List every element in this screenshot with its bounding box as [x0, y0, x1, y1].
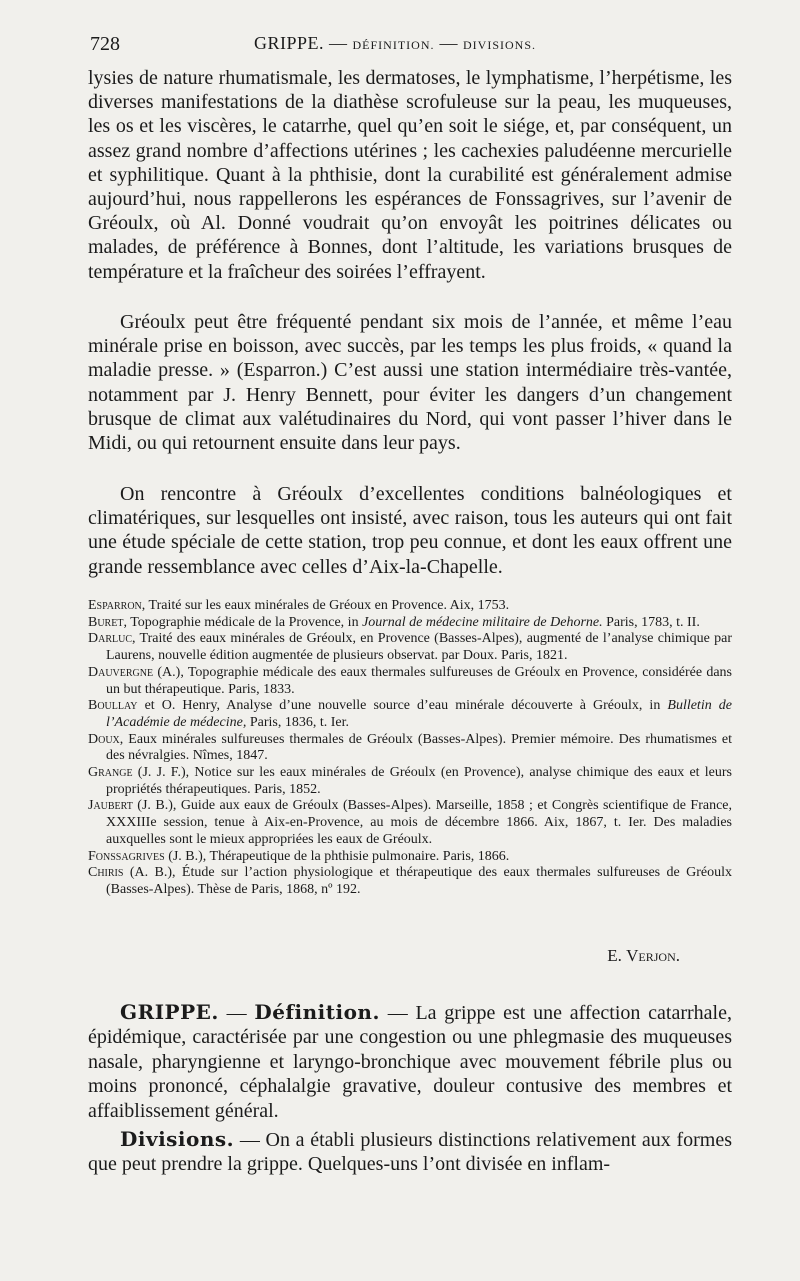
bibliography-entry — [88, 665, 732, 698]
grippe-definition — [88, 1000, 732, 1123]
divisions-text: — On a établi plusieurs distinctions relativement aux formes que peut prendre la grippe. Quelques-uns l’ont divisée en inflam- — [88, 1129, 732, 1176]
bib-author: Esparron — [88, 598, 142, 613]
bibliography-entry — [88, 615, 732, 632]
running-header — [88, 33, 732, 57]
bib-author: Chiris — [88, 865, 124, 881]
divisions-label: Divisions. — [120, 1127, 235, 1152]
definition-text: — La grippe est une affection catarrhale, épidémique, caractérisée par une congestion ou une phlegmasie des muqueuses nasale, pharyngienne et laryngo-bronchique avec mouvement fébrile plus ou moins prononcé, céphalalgie gravative, douleur contusive des membres et affaiblissement général. — [88, 1002, 732, 1122]
signature-initial: E. — [607, 946, 627, 965]
bibliography-entry — [88, 598, 732, 615]
running-title-definition: DÉFINITION. — [352, 38, 435, 52]
bibliography-entry — [88, 698, 732, 731]
bib-text: , Traité des eaux minérales de Gréoulx, en Provence (Basses-Alpes), augmenté de l’analyse chimique par Laurens, nouvelle édition augmentée de plusieurs observat. par Doux. Paris, 1821. — [106, 631, 732, 664]
paragraph-3 — [88, 482, 732, 579]
running-sep-2: — — [434, 33, 464, 53]
bib-text: (J. J. F.), Notice sur les eaux minérales de Gréoulx (en Provence), analyse chimique des eaux et leurs propriétés thérapeutiques. Paris, 1852. — [106, 765, 732, 797]
bib-author: Doux — [88, 731, 120, 747]
running-sep-1: — — [324, 33, 353, 53]
bib-text: (J. B.), Guide aux eaux de Gréoulx (Basses-Alpes). Marseille, 1858 ; et Congrès scientifique de France, XXXIIIe session, tenue à Aix-en-Provence, au mois de décembre 1866. Aix, 1867, t. Ier. Des maladies auxquelles sont le mieux appropriées les eaux de Gréoulx. — [106, 798, 732, 847]
article-heading: GRIPPE. — [120, 1000, 219, 1024]
paragraph-2 — [88, 310, 732, 455]
paragraph-1 — [88, 66, 732, 284]
bibliography-entry — [88, 865, 732, 898]
grippe-section — [88, 1000, 732, 1177]
bib-text: , Traité sur les eaux minérales de Gréoux en Provence. Aix, 1753. — [141, 598, 510, 613]
bibliography-entry — [88, 631, 732, 664]
definition-label: Définition. — [254, 1000, 380, 1024]
bib-text: et O. Henry, Analyse d’une nouvelle source d’eau minérale découverte à Gréoulx, in — [137, 698, 668, 714]
bib-text: (J. B.), Thérapeutique de la phthisie pulmonaire. Paris, 1866. — [164, 848, 510, 864]
bibliography-entry — [88, 798, 732, 848]
bib-text-after: Paris, 1783, t. II. — [602, 614, 700, 630]
bib-text-after: Paris, 1836, t. Ier. — [246, 714, 349, 730]
paragraph-text: Gréoulx peut être fréquenté pendant six mois de l’année, et même l’eau minérale prise en boisson, avec succès, par les temps les plus froids, « quand la maladie presse. » (Esparron.) C’est aussi une station intermédiaire très-vantée, notamment par J. Henry Bennett, pour éviter les dangers d’un changement brusque de climat aux valétudinaires du Nord, qui vont passer l’hiver dans le Midi, ou qui retournent ensuite dans leur pays. — [88, 311, 732, 455]
bibliography-entry — [88, 732, 732, 765]
paragraph-text: lysies de nature rhumatismale, les dermatoses, le lymphatisme, l’herpétisme, les diverses manifestations de la diathèse scrofuleuse sur la peau, les muqueuses, les os et les viscères, le catarrhe, quel qu’en soit le siége, et, par conséquent, un assez grand nombre d’affections utérines ; les cachexies paludéenne mercurielle et syphilitique. Quant à la phthisie, dont la curabilité est généralement admise aujourd’hui, nous rappellerons les espérances de Fonssagrives, sur l’avenir de Gréoulx, où Al. Donné voudrait qu’on envoyât les poitrines délicates ou malades, de préférence à Bonnes, dont l’altitude, les variations brusques de température et la fraîcheur des soirées l’effrayent. — [88, 67, 732, 283]
running-title — [254, 33, 536, 54]
author-signature — [607, 946, 680, 966]
bib-author: Grange — [88, 765, 133, 781]
bib-author: Jaubert — [88, 798, 133, 814]
grippe-divisions — [88, 1127, 732, 1177]
bibliography — [88, 598, 732, 899]
bib-author: Boullay — [88, 698, 138, 714]
bib-journal: Journal de médecine militaire de Dehorne. — [362, 614, 603, 630]
running-title-main: GRIPPE. — [254, 33, 325, 53]
bib-text: , Eaux minérales sulfureuses thermales de Gréoulx (Basses-Alpes). Premier mémoire. Des rhumatismes et des névralgies. Nîmes, 1847. — [106, 731, 732, 764]
bib-author: Fonssagrives — [88, 848, 165, 864]
bib-journal: Bulletin de l’Académie de médecine, — [106, 698, 732, 730]
bibliography-entry — [88, 765, 732, 798]
running-title-divisions: DIVISIONS. — [463, 38, 537, 52]
bibliography-entry — [88, 849, 732, 866]
bib-text: (A.), Topographie médicale des eaux thermales sulfureuses de Gréoulx en Provence, considérée dans un but thérapeutique. Paris, 1833. — [106, 664, 732, 697]
bib-text: (A. B.), Étude sur l’action physiologique et thérapeutique des eaux thermales sulfureuses de Gréoulx (Basses-Alpes). Thèse de Paris, 1868, nº 192. — [106, 865, 732, 897]
heading-dash: — — [218, 1002, 255, 1024]
paragraph-text: On rencontre à Gréoulx d’excellentes conditions balnéologiques et climatériques, sur lesquelles ont insisté, avec raison, tous les auteurs qui ont fait une étude spéciale de cette station, trop peu connue, et dont les eaux offrent une grande ressemblance avec celles d’Aix-la-Chapelle. — [88, 483, 732, 578]
bib-author: Darluc — [88, 631, 133, 647]
page-number: 728 — [90, 33, 120, 55]
bib-author: Buret — [88, 614, 124, 630]
signature-name: Verjon. — [626, 946, 680, 965]
bib-text: , Topographie médicale de la Provence, in — [123, 614, 363, 630]
bib-author: Dauvergne — [88, 664, 154, 680]
